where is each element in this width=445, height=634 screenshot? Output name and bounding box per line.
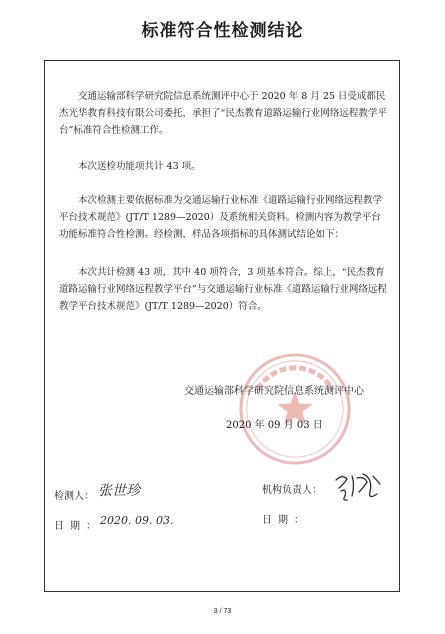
paragraph-basis: 本次检测主要依据标准为交通运输行业标准《道路运输行业网络远程教学平台技术规范》(JT/T 1289—2020）及系统相关资料。检测内容为教学平台功能标准符合性检测。经检测，样品各项指标的具体测试结论如下： [59, 195, 383, 240]
paragraph-item-count: 本次送检功能项共计 43 项。 [78, 161, 201, 172]
tester-signature: 张世珍 [98, 483, 140, 499]
head-date-label: 日期： [262, 515, 310, 526]
document-title: 标准符合性检测结论 [141, 21, 304, 41]
page-number: 3 / 73 [213, 608, 232, 615]
tester-label: 检测人： [54, 491, 94, 502]
paragraph-conclusion: 本次共计检测 43 项，其中 40 项符合，3 项基本符合。综上，“民杰教育道路运输行业网络远程教学平台”与交通运输行业标准《道路运输行业网络远程教学平台技术规范》(JT/T 1289—2020）符合。 [59, 267, 387, 312]
tester-date-label: 日期： [54, 521, 102, 532]
content-frame [44, 60, 400, 592]
head-label: 机构负责人： [262, 485, 322, 496]
signing-organization: 交通运输部科学研究院信息系统测评中心 [184, 386, 364, 397]
signing-date: 2020 年 09 月 03 日 [226, 420, 323, 431]
paragraph-intro: 交通运输部科学研究院信息系统测评中心于 2020 年 8 月 25 日受成都民杰光华教育科技有限公司委托，承担了“民杰教育道路运输行业网络远程教学平台”标准符合性检测工作。 [59, 91, 387, 136]
tester-date-handwritten: 2020. 09. 03. [100, 514, 174, 527]
head-signature [333, 470, 383, 504]
